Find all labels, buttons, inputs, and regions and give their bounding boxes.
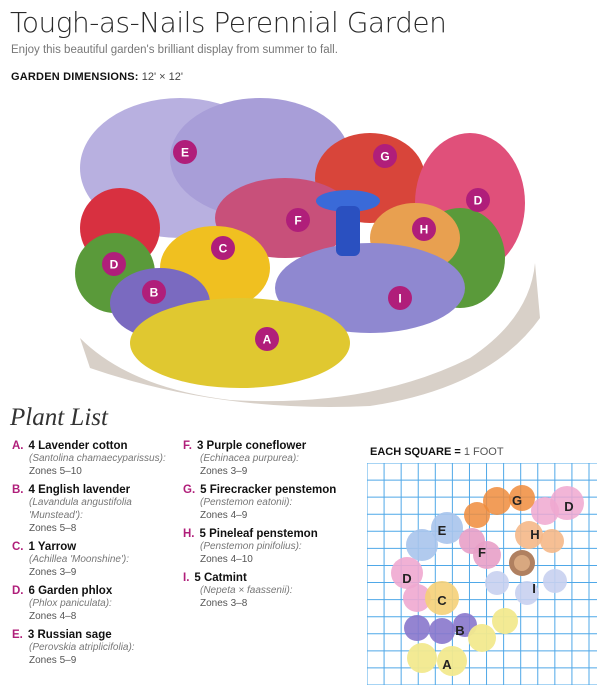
grid-scale-label [370,446,504,458]
plant-zones: Zones 3–9 [29,567,77,578]
illustration-marker-letter: G [380,149,390,164]
illustration-marker-letter: D [109,257,119,272]
plant-letter: I. [183,572,190,584]
illustration-marker-letter: H [419,222,429,237]
plant-scientific-name: (Phlox paniculata): [29,598,112,609]
grid-plant-letter: C [437,593,447,608]
grid-catmint-circle [485,571,509,595]
plant-name: 6 Garden phlox [28,585,113,597]
plant-name: 4 English lavender [28,484,131,496]
garden-illustration [70,88,540,408]
garden-dimensions-label: GARDEN DIMENSIONS: [11,71,139,83]
plant-letter: F. [183,440,192,452]
grid-phlox-circle [531,497,559,525]
plant-scientific-name: (Santolina chamaecyparissus): [29,453,166,464]
page-title: Tough-as-Nails Perennial Garden [10,6,447,39]
grid-plant-letter: I [532,581,536,596]
plant-scientific-name: (Nepeta × faassenii): [200,585,293,596]
garden-dimensions [11,71,183,83]
plant-letter: G. [183,484,196,496]
plant-list-column-1 [12,440,190,673]
plant-entry [183,484,358,522]
plant-name: 3 Russian sage [27,629,112,641]
grid-plant-letter: A [442,657,452,672]
plant-name: 5 Catmint [194,572,247,584]
planting-grid-plan [367,463,597,685]
plant-scientific-name: (Penstemon pinifolius): [200,541,302,552]
plant-name: 1 Yarrow [28,541,77,553]
plant-letter: H. [183,528,195,540]
plant-entry [183,528,358,566]
plant-zones: Zones 5–10 [29,466,82,477]
plant-name: 3 Purple coneflower [196,440,307,452]
plant-name: 5 Firecracker penstemon [200,484,337,496]
grid-plant-letter: B [455,623,465,638]
grid-firecracker-circle [464,502,490,528]
grid-birdbath-inner [514,555,530,571]
plant-scientific-name: (Lavandula angustifolia 'Munstead'): [29,497,132,521]
illustration-marker-letter: I [398,291,402,306]
grid-lavender-circle [429,618,455,644]
plant-scientific-name: (Echinacea purpurea): [200,453,299,464]
grid-plant-letter: D [564,499,574,514]
grid-lavender-cotton-circle [468,624,496,652]
plant-zones: Zones 4–10 [200,554,253,565]
plant-entry [183,572,358,610]
plant-letter: C. [12,541,24,553]
grid-scale-value: 1 FOOT [463,446,504,458]
grid-lavender-cotton-circle [492,608,518,634]
plant-scientific-name: (Penstemon eatonii): [200,497,293,508]
illustration-marker-letter: B [149,285,159,300]
grid-plant-letter: H [530,527,540,542]
plant-zones: Zones 5–9 [29,655,77,666]
plant-letter: B. [12,484,24,496]
plant-letter: E. [12,629,23,641]
plant-entry [12,541,187,579]
plant-entry [12,440,187,478]
grid-catmint-circle [543,569,567,593]
garden-dimensions-value: 12' × 12' [141,71,183,83]
illustration-marker-letter: D [473,193,483,208]
plant-zones: Zones 3–8 [200,598,248,609]
plant-list-column-2 [183,440,358,616]
plant-zones: Zones 3–9 [200,466,248,477]
plant-zones: Zones 4–9 [200,510,248,521]
illustration-marker-letter: E [180,145,190,160]
grid-plant-letter: F [478,545,486,560]
plant-letter: A. [12,440,24,452]
page-subtitle: Enjoy this beautiful garden's brilliant display from summer to fall. [11,44,338,56]
plant-name: 5 Pineleaf penstemon [199,528,318,540]
grid-pineleaf-circle [540,529,564,553]
illustration-marker-letter: A [262,332,272,347]
plant-zones: Zones 5–8 [29,523,77,534]
grid-lavender-circle [404,615,430,641]
grid-scale-label-text: EACH SQUARE = [370,446,461,458]
plant-entry [12,629,187,667]
plant-entry [12,484,187,535]
illustration-marker-letter: F [294,213,302,228]
plant-zones: Zones 4–8 [29,611,77,622]
lavender-cotton-bush [130,298,350,388]
birdbath-pedestal [336,206,360,256]
grid-lavender-cotton-circle [407,643,437,673]
plant-entry [183,440,358,478]
grid-russian-sage-circle [406,529,438,561]
plant-letter: D. [12,585,24,597]
plant-entry [12,585,187,623]
plant-scientific-name: (Achillea 'Moonshine'): [29,554,129,565]
grid-plant-letter: E [437,523,447,538]
illustration-marker-letter: C [218,241,228,256]
plant-list-title: Plant List [10,404,108,431]
grid-plant-letter: G [511,493,523,508]
plant-name: 4 Lavender cotton [28,440,128,452]
grid-plant-letter: D [402,571,412,586]
plant-scientific-name: (Perovskia atriplicifolia): [29,642,135,653]
